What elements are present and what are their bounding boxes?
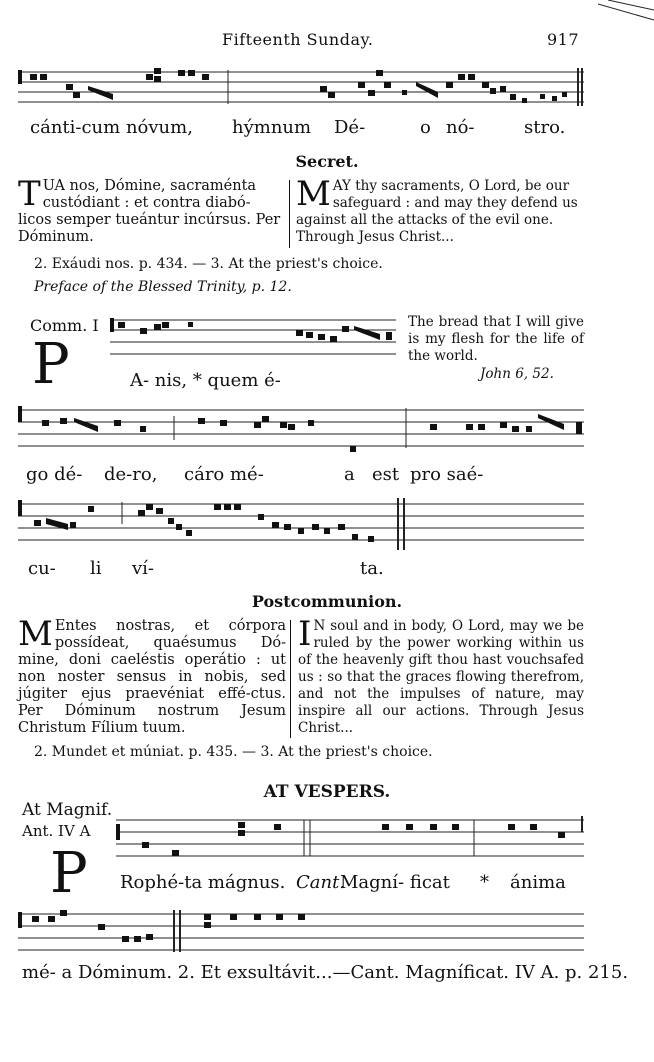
column-divider-2	[290, 620, 291, 738]
lyric-1d: o	[420, 117, 431, 138]
lyric-3b: li	[90, 558, 102, 579]
communion-english: The bread that I will give is my flesh for the life of the world.	[408, 314, 584, 364]
running-header: Fifteenth Sunday.	[222, 30, 374, 49]
page-number: 917	[547, 30, 580, 49]
communion-initial: P	[32, 332, 70, 397]
lyric-1f: stro.	[524, 117, 566, 138]
lyric-2e: est	[372, 464, 400, 485]
secret-latin	[18, 174, 284, 246]
secret-english-text: AY thy sacraments, O Lord, be our safeguard : and may they defend us against all the attacks of the evil one. Through Jesus Christ...	[296, 178, 578, 245]
music-staff-6	[18, 906, 584, 956]
secret-english	[296, 174, 584, 246]
vespers-lyric: Rophé-ta mágnus.	[120, 872, 286, 893]
postcommunion-english-dropcap: I	[298, 614, 312, 654]
postcommunion-title: Postcommunion.	[251, 592, 403, 611]
music-staff-4	[18, 494, 584, 554]
refs-line-2: Preface of the Blessed Trinity, p. 12.	[34, 279, 292, 295]
vespers-cant: Cant.	[296, 872, 346, 893]
communion-label: Comm. I	[30, 316, 99, 335]
vespers-last-line: mé- a Dóminum. 2. Et exsultávit...—Cant. Magníficat. IV A. p. 215.	[22, 962, 629, 983]
communion-source: John 6, 52.	[480, 366, 554, 382]
vespers-label-1: At Magnif.	[22, 800, 113, 820]
lyric-1b: hýmnum	[232, 117, 312, 138]
lyric-2d: a	[344, 464, 355, 485]
postcommunion-latin-dropcap: M	[18, 614, 53, 654]
lyric-2c: cáro mé-	[184, 464, 264, 485]
postcommunion-english-text: N soul and in body, O Lord, may we be ruled by the power working within us of the heavenly gift thou hast vouchsafed us : so that the graces flowing therefrom, and not the impulses of nature, may inspire all our actions. Through Jesus Christ...	[298, 618, 584, 736]
lyric-1c: Dé-	[334, 117, 366, 138]
music-staff-5	[116, 812, 584, 864]
refs-line-3: 2. Mundet et múniat. p. 435. — 3. At the priest's choice.	[34, 744, 433, 760]
lyric-3d: ta.	[360, 558, 384, 579]
vespers-initial: P	[50, 841, 88, 906]
page-corner-mark	[598, 0, 654, 24]
column-divider-1	[289, 180, 290, 248]
secret-title: Secret.	[295, 152, 359, 171]
vespers-anima: ánima	[510, 872, 566, 893]
communion-lyric-a: A- nis, * quem é-	[130, 370, 281, 391]
lyric-2f: pro saé-	[410, 464, 484, 485]
vespers-magnificat: Magní- ficat	[340, 872, 450, 893]
lyric-3c: ví-	[132, 558, 155, 579]
music-staff-1	[18, 64, 584, 110]
secret-latin-text: UA nos, Dómine, sacraménta custódiant : et contra diabó-licos semper tueántur incúrsus. Per Dóminum.	[18, 178, 281, 245]
refs-line-1: 2. Exáudi nos. p. 434. — 3. At the priest's choice.	[34, 256, 383, 272]
music-staff-3	[18, 400, 584, 458]
postcommunion-latin-text: Entes nostras, et córpora possídeat, quaésumus Dó-mine, doni caeléstis operátio : ut non noster sensus in nobis, sed júgiter ejus praevéniat effé-ctus. Per Dóminum nostrum Jesum Christum Fílium tuum.	[18, 618, 286, 736]
postcommunion-latin	[18, 614, 286, 737]
lyric-1e: nó-	[446, 117, 475, 138]
vespers-star: *	[480, 872, 489, 893]
postcommunion-english	[298, 614, 584, 737]
lyric-1a: cánti-cum nóvum,	[30, 117, 193, 138]
secret-english-dropcap: M	[296, 174, 331, 214]
lyric-2a: go dé-	[26, 464, 83, 485]
lyric-3a: cu-	[28, 558, 56, 579]
lyric-2b: de-ro,	[104, 464, 158, 485]
secret-latin-dropcap: T	[18, 174, 41, 214]
vespers-label-2: Ant. IV A	[22, 822, 91, 840]
music-staff-2	[110, 312, 396, 360]
vespers-title: AT VESPERS.	[263, 782, 391, 802]
